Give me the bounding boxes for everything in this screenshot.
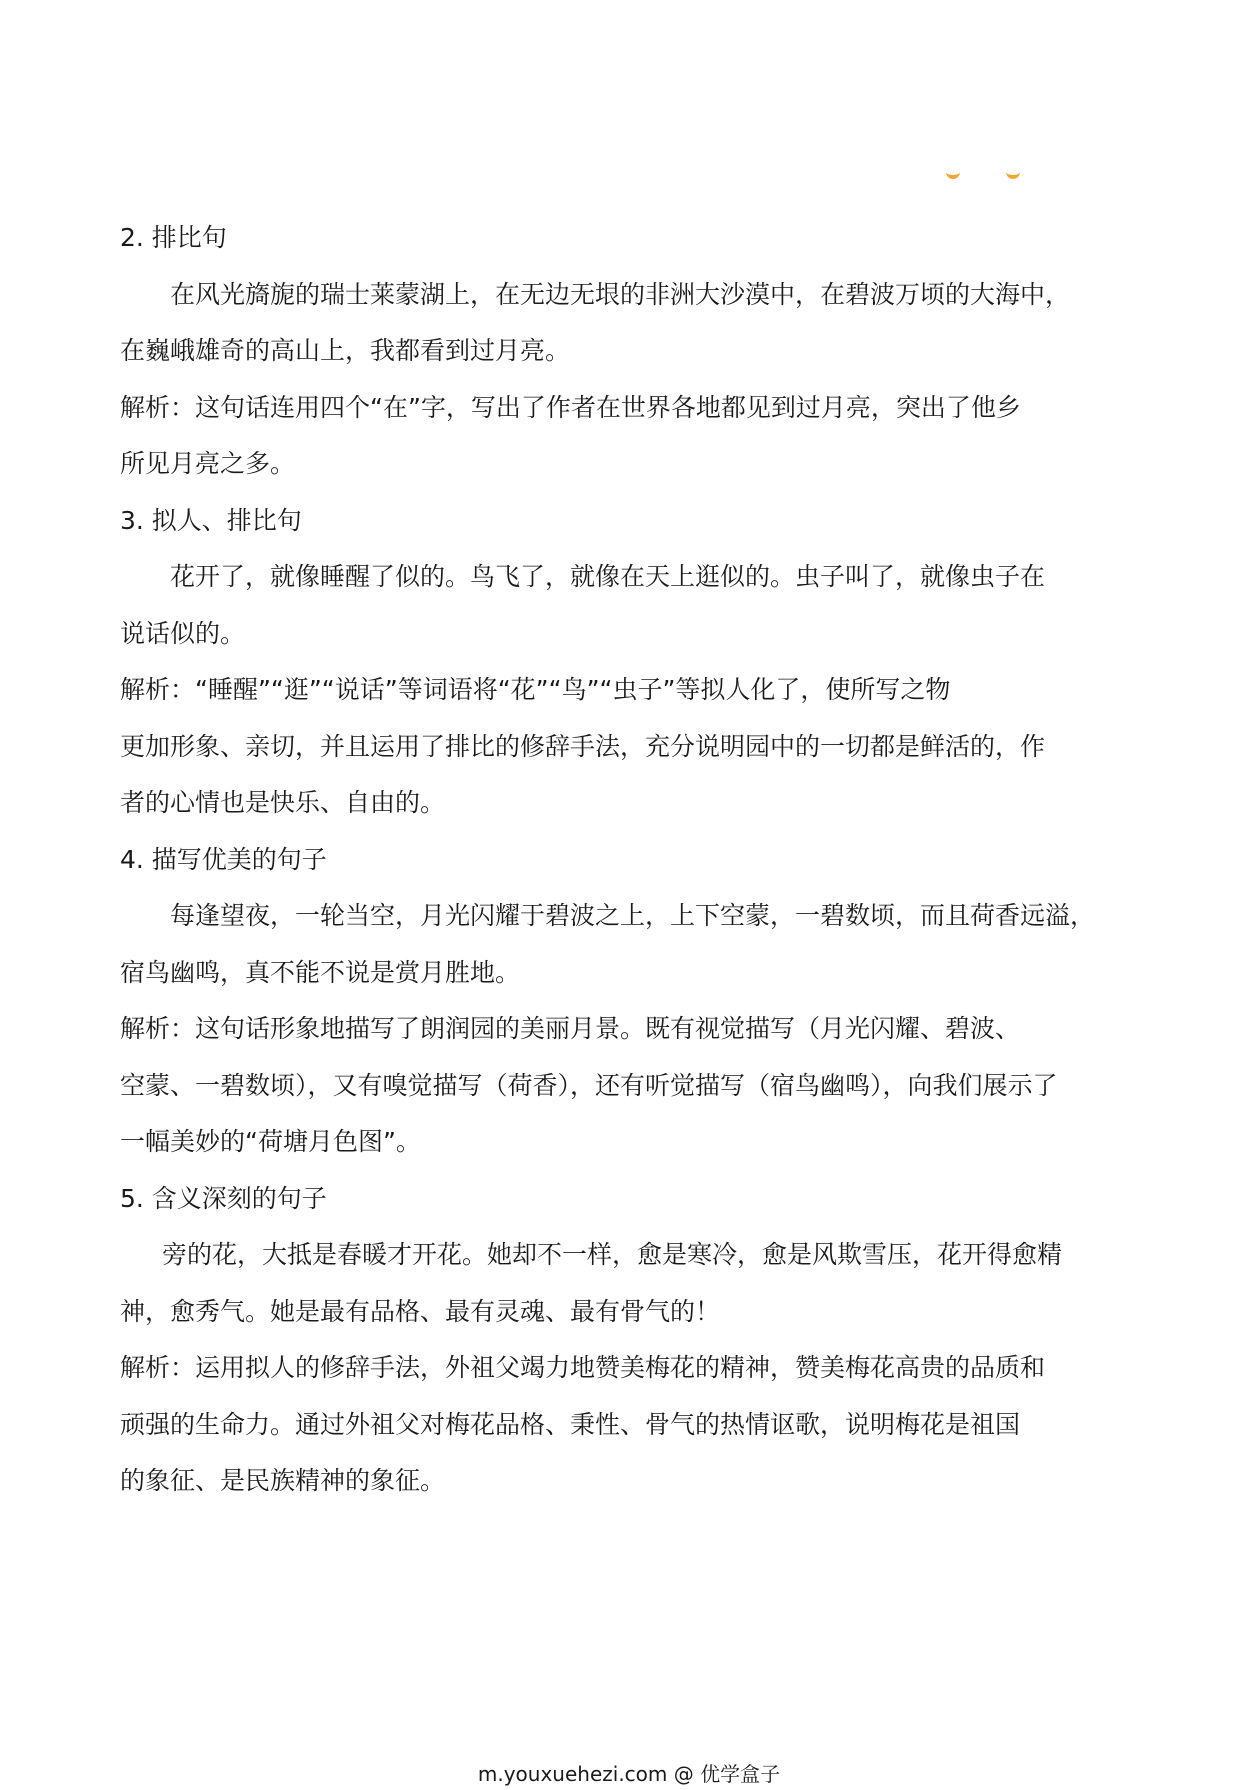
decorative-mark-left bbox=[946, 168, 960, 179]
analysis-line: 一幅美妙的“荷塘月色图”。 bbox=[120, 1127, 421, 1156]
analysis-line: 的象征、是民族精神的象征。 bbox=[120, 1466, 446, 1495]
decorative-mark-right bbox=[1006, 168, 1020, 179]
analysis-line: 者的心情也是快乐、自由的。 bbox=[120, 788, 446, 817]
analysis-line: 解析：这句话形象地描写了朗润园的美丽月景。既有视觉描写（月光闪耀、碧波、 bbox=[120, 1014, 1021, 1043]
document-body bbox=[120, 210, 1096, 1510]
quote-line: 花开了，就像睡醒了似的。鸟飞了，就像在天上逛似的。虫子叫了，就像虫子在 bbox=[170, 562, 1046, 591]
footer-watermark: m.youxuehezi.com @ 优学盒子 bbox=[477, 1762, 781, 1786]
section-heading: 2. 排比句 bbox=[120, 223, 227, 252]
quote-line: 神，愈秀气。她是最有品格、最有灵魂、最有骨气的！ bbox=[120, 1296, 721, 1326]
analysis-line: 解析：运用拟人的修辞手法，外祖父竭力地赞美梅花的精神，赞美梅花高贵的品质和 bbox=[120, 1353, 1046, 1382]
analysis-line: 空蒙、一碧数顷），又有嗅觉描写（荷香），还有听觉描写（宿鸟幽鸣），向我们展示了 bbox=[120, 1070, 1058, 1100]
quote-line: 每逢望夜，一轮当空，月光闪耀于碧波之上，上下空蒙，一碧数顷，而且荷香远溢， bbox=[170, 901, 1096, 930]
quote-line: 宿鸟幽鸣，真不能不说是赏月胜地。 bbox=[120, 957, 521, 987]
analysis-line: 解析：“睡醒”“逛”“说话”等词语将“花”“鸟”“虫子”等拟人化了，使所写之物 bbox=[120, 675, 951, 704]
quote-line: 在风光旖旎的瑞士莱蒙湖上，在无边无垠的非洲大沙漠中，在碧波万顷的大海中， bbox=[170, 279, 1071, 309]
section-heading: 5. 含义深刻的句子 bbox=[120, 1183, 327, 1213]
quote-line: 旁的花，大抵是春暖才开花。她却不一样，愈是寒冷，愈是风欺雪压，花开得愈精 bbox=[162, 1240, 1063, 1269]
quote-line: 说话似的。 bbox=[120, 618, 246, 648]
quote-line: 在巍峨雄奇的高山上，我都看到过月亮。 bbox=[120, 336, 571, 365]
analysis-line: 顽强的生命力。通过外祖父对梅花品格、秉性、骨气的热情讴歌，说明梅花是祖国 bbox=[120, 1409, 1021, 1439]
section-heading: 4. 描写优美的句子 bbox=[120, 844, 327, 874]
analysis-line: 所见月亮之多。 bbox=[120, 449, 296, 478]
analysis-line: 解析：这句话连用四个“在”字，写出了作者在世界各地都见到过月亮，突出了他乡 bbox=[120, 392, 1021, 422]
analysis-line: 更加形象、亲切，并且运用了排比的修辞手法，充分说明园中的一切都是鲜活的，作 bbox=[120, 731, 1046, 761]
section-heading: 3. 拟人、排比句 bbox=[120, 505, 302, 535]
